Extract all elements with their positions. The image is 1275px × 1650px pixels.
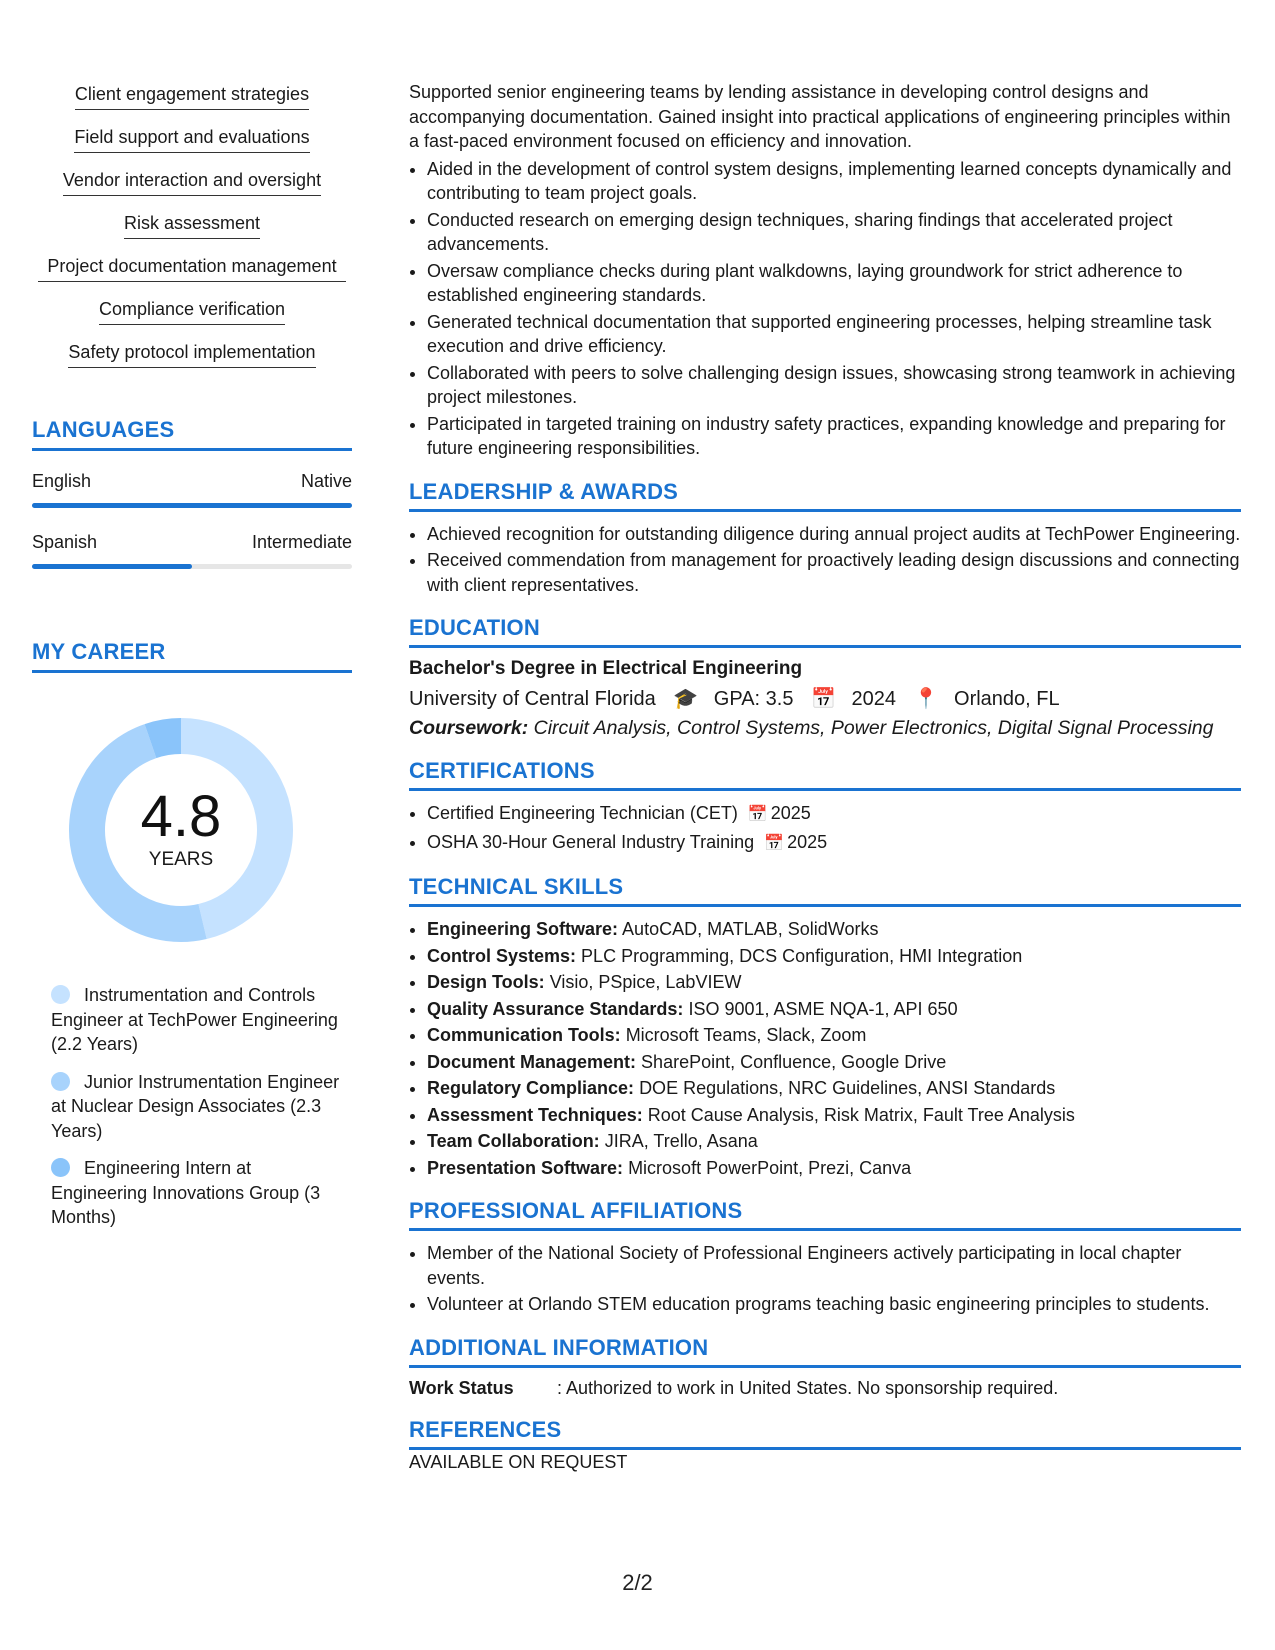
leadership-title: LEADERSHIP & AWARDS [409,479,1241,512]
career-item [51,983,341,1057]
work-status-row [409,1378,1241,1399]
education-degree: Bachelor's Degree in Electrical Engineering [409,658,803,679]
languages-list [32,471,352,569]
skill-item: Project documentation management [38,254,346,282]
skill-item: Vendor interaction and oversight [63,168,321,196]
education-entry [409,658,1241,740]
career-item-text: Engineering Intern at Engineering Innovations Group (3 Months) [51,1158,321,1227]
skill-value: Visio, PSpice, LabVIEW [549,972,742,992]
skill-value: Microsoft PowerPoint, Prezi, Canva [628,1157,912,1178]
affiliations-title: PROFESSIONAL AFFILIATIONS [409,1198,1241,1231]
references-text: AVAILABLE ON REQUEST [409,1451,628,1472]
skill-label: Design Tools: [427,972,545,992]
skill-item: Compliance verification [99,297,285,325]
graduation-cap-icon: 🎓 [673,688,699,710]
language-bar-fill [32,564,192,569]
skill-value: Root Cause Analysis, Risk Matrix, Fault Tree Analysis [647,1104,1075,1125]
certifications-title: CERTIFICATIONS [409,758,1241,791]
skill-item: Risk assessment [124,211,260,239]
list-item: • Aided in the development of control system designs, implementing learned concepts dynamically and contributing to team project goals. [427,157,1241,206]
work-status-label: Work Status [409,1377,514,1398]
certification-name: Certified Engineering Technician (CET) [427,803,738,823]
education-title: EDUCATION [409,615,1241,648]
skill-value: DOE Regulations, NRC Guidelines, ANSI Standards [639,1078,1056,1098]
coursework-list: Circuit Analysis, Control Systems, Power Electronics, Digital Signal Processing [533,717,1214,739]
list-item: • Oversaw compliance checks during plant walkdowns, laying groundwork for strict adherence to established engineering standards. [427,259,1241,308]
list-item [427,1156,1241,1181]
skill-item: Field support and evaluations [74,125,309,153]
calendar-icon: 📅 [811,688,836,710]
education-gpa: GPA: 3.5 [713,688,794,710]
list-item [427,830,1241,857]
skill-value: Microsoft Teams, Slack, Zoom [625,1025,867,1045]
language-name: Spanish [32,532,98,552]
certification-name: OSHA 30-Hour General Industry Training [427,831,755,852]
list-item [427,917,1241,942]
language-bar [32,564,352,569]
language-item [32,471,352,508]
list-item [427,1076,1241,1101]
career-total-value: 4.8 [140,784,222,849]
languages-title: LANGUAGES [32,417,352,451]
technical-skills-list [409,917,1241,1180]
legend-dot-icon [51,1158,70,1177]
career-list [51,983,341,1230]
skill-label: Quality Assurance Standards: [427,998,684,1019]
language-level: Intermediate [251,532,352,552]
list-item: • Collaborated with peers to solve challenging design issues, showcasing strong teamwork in achieving project milestones. [427,361,1241,410]
legend-dot-icon [51,1072,70,1091]
experience-bullets [409,157,1241,461]
calendar-icon: 📅 [764,834,785,852]
calendar-icon: 📅 [747,806,768,823]
career-item-text: Instrumentation and Controls Engineer at TechPower Engineering (2.2 Years) [51,985,338,1054]
skill-label: Control Systems: [427,945,577,966]
skill-label: Regulatory Compliance: [427,1078,635,1098]
skills-list [32,82,352,383]
career-item [51,1070,341,1144]
leadership-list [409,522,1241,598]
work-status-value: : Authorized to work in United States. No sponsorship required. [557,1377,1059,1398]
language-bar-fill [32,503,352,508]
language-level: Native [300,471,352,491]
list-item: • Achieved recognition for outstanding diligence during annual project audits at TechPower Engineering. [427,522,1241,547]
skill-item: Safety protocol implementation [68,340,315,368]
career-title: MY CAREER [32,639,352,673]
location-pin-icon: 📍 [913,688,939,710]
skill-label: Engineering Software: [427,919,619,939]
additional-info-title: ADDITIONAL INFORMATION [409,1335,1241,1368]
skill-value: PLC Programming, DCS Configuration, HMI Integration [581,945,1023,966]
certifications-list [409,801,1241,856]
skill-value: AutoCAD, MATLAB, SolidWorks [622,919,879,939]
career-item [51,1156,341,1230]
language-bar [32,503,352,508]
skill-label: Presentation Software: [427,1157,624,1178]
list-item: • Conducted research on emerging design techniques, sharing findings that accelerated project advancements. [427,208,1241,257]
career-item-text: Junior Instrumentation Engineer at Nuclear Design Associates (2.3 Years) [51,1071,340,1141]
language-item [32,532,352,569]
list-item [427,1103,1241,1128]
list-item: • Member of the National Society of Professional Engineers actively participating in local chapter events. [427,1241,1241,1290]
skill-value: ISO 9001, ASME NQA-1, API 650 [688,998,958,1019]
list-item [427,1023,1241,1048]
experience-summary: Supported senior engineering teams by lending assistance in developing control designs and accompanying documentation. Gained insight into practical applications of engineering principles within a fast-paced environment focused on efficiency and innovation. [409,82,1231,151]
certification-year: 2025 [787,831,828,852]
certification-year: 2025 [770,803,811,823]
affiliations-list [409,1241,1241,1317]
education-year: 2024 [851,688,896,710]
career-donut [66,715,296,945]
list-item [427,1129,1241,1154]
skill-value: JIRA, Trello, Asana [604,1131,758,1151]
list-item [427,801,1241,828]
skill-label: Communication Tools: [427,1025,621,1045]
language-name: English [32,471,92,491]
coursework-label: Coursework: [409,717,529,739]
technical-skills-title: TECHNICAL SKILLS [409,874,1241,907]
references-title: REFERENCES [409,1417,1241,1450]
skill-label: Document Management: [427,1051,637,1072]
list-item: • Participated in targeted training on industry safety practices, expanding knowledge and preparing for future engineering responsibilities. [427,412,1241,461]
list-item [427,1050,1241,1075]
page-number: 2/2 [622,1570,653,1595]
left-column [32,82,352,1243]
list-item [427,970,1241,995]
list-item: • Generated technical documentation that supported engineering processes, helping streamline task execution and drive efficiency. [427,310,1241,359]
skill-label: Assessment Techniques: [427,1104,643,1125]
list-item: • Received commendation from management for proactively leading design discussions and connecting with client representatives. [427,548,1241,597]
skill-item: Client engagement strategies [75,82,309,110]
list-item: • Volunteer at Orlando STEM education programs teaching basic engineering principles to students. [427,1292,1241,1317]
career-total-unit: YEARS [148,849,214,870]
right-column [409,80,1241,1474]
list-item [427,944,1241,969]
skill-value: SharePoint, Confluence, Google Drive [641,1051,947,1072]
list-item [427,997,1241,1022]
donut-segment [150,736,181,741]
skill-label: Team Collaboration: [427,1131,600,1151]
education-location: Orlando, FL [954,688,1060,710]
education-school: University of Central Florida [409,688,656,710]
legend-dot-icon [51,985,70,1004]
